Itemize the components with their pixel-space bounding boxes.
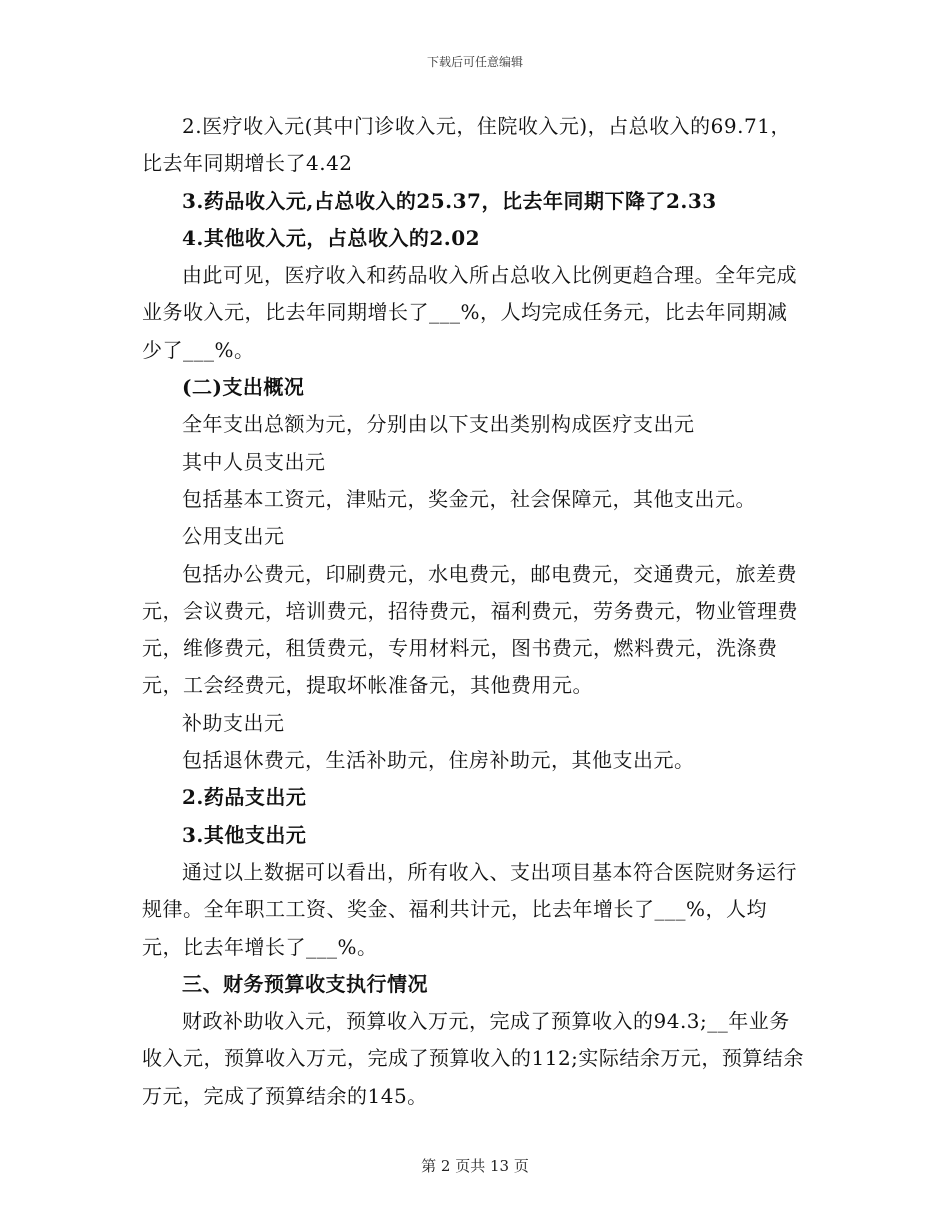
paragraph-personnel-expenditure: 其中人员支出元 [182,449,326,474]
paragraph-medical-income: 2.医疗收入元(其中门诊收入元，住院收入元)，占总收入的69.71，比去年同期增长了4.42 [142,114,791,176]
paragraph-expenditure-summary: 通过以上数据可以看出，所有收入、支出项目基本符合医院财务运行规律。全年职工工资、奖金、福利共计元，比去年增长了___%，人均元，比去年增长了___%。 [142,859,797,959]
paragraph-drug-expenditure: 2.药品支出元 [182,785,307,810]
page-number: 第 2 页共 13 页 [421,1157,529,1175]
paragraph-public-expenditure: 公用支出元 [182,524,285,549]
paragraph-budget-execution: 财政补助收入元，预算收入万元，完成了预算收入的94.3;__年业务收入元，预算收入万元，完成了预算收入的112;实际结余万元，预算结余万元，完成了预算结余的145。 [142,1009,804,1108]
paragraph-drug-income: 3.药品收入元,占总收入的25.37，比去年同期下降了2.33 [182,188,717,213]
page-header: 下载后可任意编辑 [426,55,523,69]
paragraph-income-summary: 由此可见，医疗收入和药品收入所占总收入比例更趋合理。全年完成业务收入元，比去年同期增长了___%，人均完成任务元，比去年同期减少了___%。 [142,263,797,362]
paragraph-subsidy-details: 包括退休费元，生活补助元，住房补助元，其他支出元。 [182,748,695,773]
section-heading-expenditure: (二)支出概况 [182,375,305,400]
paragraph-public-details: 包括办公费元，印刷费元，水电费元，邮电费元，交通费元，旅差费元，会议费元，培训费元，招待费元，福利费元，劳务费元，物业管理费元，维修费元，租赁费元，专用材料元，图书费元，燃料费元，洗涤费元，工会经费元，提取坏帐准备元，其他费用元。 [142,561,798,698]
paragraph-other-income: 4.其他收入元，占总收入的2.02 [182,225,481,250]
section-heading-budget: 三、财务预算收支执行情况 [182,971,428,996]
paragraph-subsidy-expenditure: 补助支出元 [182,710,285,735]
paragraph-other-expenditure: 3.其他支出元 [182,822,307,847]
paragraph-total-expenditure: 全年支出总额为元，分别由以下支出类别构成医疗支出元 [182,412,695,437]
document-body [142,108,807,1115]
paragraph-personnel-details: 包括基本工资元，津贴元，奖金元，社会保障元，其他支出元。 [182,486,756,511]
